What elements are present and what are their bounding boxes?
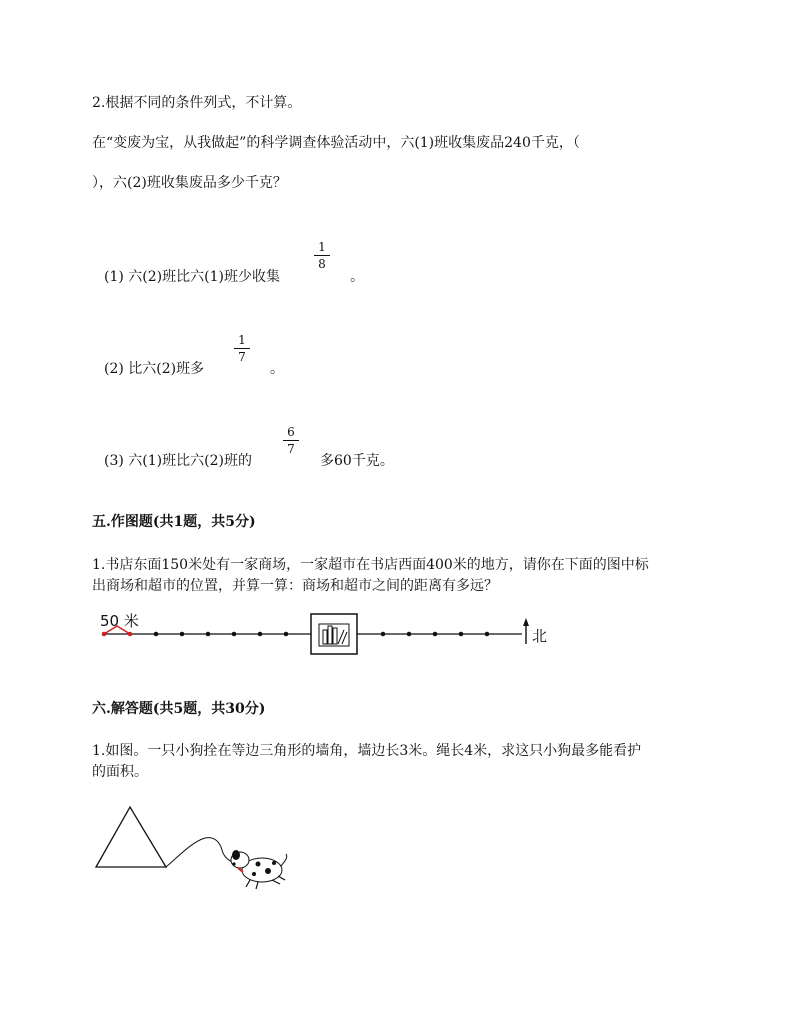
scale-label: 50 米: [100, 612, 139, 630]
tick-dot: [381, 632, 386, 637]
fraction-denominator: 8: [318, 257, 326, 271]
bookstore-icon: [311, 614, 357, 654]
scale-bracket: [104, 626, 130, 634]
fraction-bar: [234, 348, 250, 349]
section-5-question-line2: 出商场和超市的位置，并算一算：商场和超市之间的距离有多远？: [92, 578, 498, 594]
leash-rope: [166, 838, 238, 867]
condition-2-text: (2) 比六(2)班多: [104, 361, 205, 377]
tick-dot: [206, 632, 211, 637]
tick-dot: [102, 632, 107, 637]
tick-dot: [128, 632, 133, 637]
fraction-numerator: 1: [238, 333, 246, 347]
condition-2-suffix: 。: [270, 361, 284, 377]
tick-dot: [180, 632, 185, 637]
section-5-question-line1: 1.书店东面150米处有一家商场，一家超市在书店西面400米的地方，请你在下面的图中标: [92, 557, 649, 573]
problem-text-line1: 在“变废为宝，从我做起”的科学调查体验活动中，六(1)班收集废品240千克，（: [92, 135, 580, 151]
condition-3-suffix: 多60千克。: [320, 453, 394, 469]
section-6-question-line1: 1.如图。一只小狗拴在等边三角形的墙角，墙边长3米。绳长4米，求这只小狗最多能看护: [92, 743, 642, 759]
fraction-numerator: 6: [287, 425, 295, 439]
fraction-bar: [283, 440, 299, 441]
section-6-question-line2: 的面积。: [92, 764, 148, 780]
tick-dot: [485, 632, 490, 637]
dog-icon: [231, 850, 287, 889]
tick-dot: [154, 632, 159, 637]
problem-title: 2.根据不同的条件列式，不计算。: [92, 95, 302, 111]
tick-dot: [407, 632, 412, 637]
tick-dot: [284, 632, 289, 637]
section-5-heading: 五.作图题(共1题，共5分): [92, 514, 256, 530]
north-arrow-icon: [523, 618, 529, 644]
tick-dot: [459, 632, 464, 637]
fraction-1-8: [312, 240, 332, 271]
fraction-bar: [314, 255, 330, 256]
problem-text-line2: ），六(2)班收集废品多少千克？: [92, 175, 287, 191]
fraction-denominator: 7: [287, 442, 295, 456]
north-label: 北: [532, 627, 548, 645]
section-6-heading: 六.解答题(共5题，共30分): [92, 701, 266, 717]
condition-1-suffix: 。: [350, 269, 364, 285]
condition-3-text: (3) 六(1)班比六(2)班的: [104, 453, 252, 469]
equilateral-triangle: [96, 807, 166, 867]
fraction-6-7: [281, 425, 301, 456]
condition-1-text: (1) 六(2)班比六(1)班少收集: [104, 269, 280, 285]
number-line-dots: [102, 632, 490, 637]
tick-dot: [258, 632, 263, 637]
fraction-numerator: 1: [318, 240, 326, 254]
fraction-1-7: [232, 333, 252, 364]
fraction-denominator: 7: [238, 350, 246, 364]
tick-dot: [433, 632, 438, 637]
tick-dot: [232, 632, 237, 637]
